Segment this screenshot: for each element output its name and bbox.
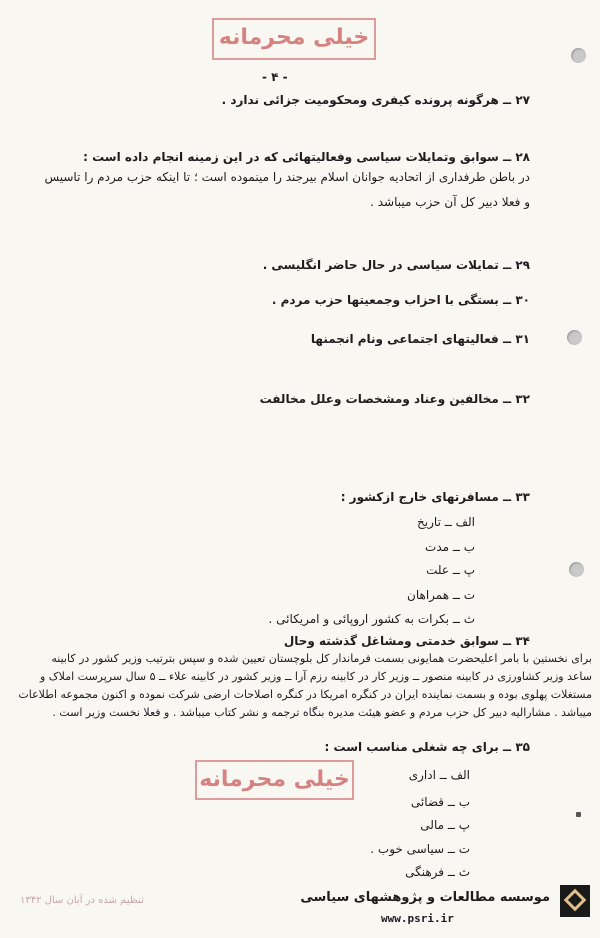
item-33-a: الف ــ تاریخ [417, 515, 475, 529]
item-28-text-2: و فعلا دبیر کل آن حزب میباشد . [370, 195, 530, 209]
punch-hole [567, 330, 582, 345]
item-27: ۲۷ ــ هرگونه پرونده کیفری ومحکومیت جزائی ندارد . [221, 93, 530, 107]
date-note: تنظیم شده در آبان سال ۱۳۴۲ [20, 895, 144, 906]
institute-name: موسسه مطالعات و پژوهشهای سیاسی [300, 890, 550, 905]
item-33-b: ب ــ مدت [425, 540, 475, 554]
item-28-text-1: در باطن طرفداری از اتحادیه جوانان اسلام بیرجند را مینموده است ؛ تا اینکه حزب مردم را تاسیس [44, 170, 530, 184]
item-30: ۳۰ ــ بستگی با احزاب وجمعیتها حزب مردم . [271, 293, 530, 307]
institute-url: www.psri.ir [381, 912, 454, 925]
item-31: ۳۱ ــ فعالیتهای اجتماعی ونام انجمنها [310, 332, 530, 346]
institute-logo-icon [560, 885, 590, 917]
item-35-heading: ۳۵ ــ برای چه شغلی مناسب است : [324, 740, 530, 754]
item-33-heading: ۳۳ ــ مسافرتهای خارج ازکشور : [340, 490, 530, 504]
page-number: - ۴ - [262, 70, 288, 84]
item-35-d: ت ــ سیاسی خوب . [370, 842, 470, 856]
margin-mark [576, 812, 581, 817]
item-34-text-1: برای نخستین با بامر اعلیحضرت همایونی بسمت فرماندار کل بلوچستان تعیین شده و سپس بترتیب وزیر کشور در کابینه [51, 652, 592, 665]
confidential-stamp-bottom: خیلی محرمانه [195, 760, 354, 800]
item-33-d: ت ــ همراهان [407, 588, 475, 602]
item-34-heading: ۳۴ ــ سوابق خدمتی ومشاغل گذشته وحال [283, 634, 530, 648]
item-35-e: ث ــ فرهنگی [405, 865, 470, 879]
item-33-e: ث ــ بکرات به کشور اروپائی و امریکائی . [268, 612, 475, 626]
item-35-a: الف ــ اداری [408, 768, 470, 782]
item-35-c: پ ــ مالی [420, 818, 470, 832]
item-28-heading: ۲۸ ــ سوابق وتمایلات سیاسی وفعالیتهائی که در این زمینه انجام داده است : [83, 150, 530, 164]
item-29: ۲۹ ــ تمایلات سیاسی در حال حاضر انگلیسی . [262, 258, 530, 272]
item-34-text-2: ساعد وزیر کشاورزی در کابینه منصور ــ وزیر کار در کابینه رزم آرا ــ وزیر کشور در کابینه علاء ــ ۵ سال سرپرست املاک و [39, 670, 592, 683]
punch-hole [571, 48, 586, 63]
confidential-stamp-top: خیلی محرمانه [212, 18, 376, 60]
item-35-b: ب ــ قضائی [410, 795, 470, 809]
punch-hole [569, 562, 584, 577]
item-34-text-4: میباشد . مشارالیه دبیر کل حزب مردم و عضو هیئت مدیره بنگاه ترجمه و نشر کتاب میباشد . و فعلا نخست وزیر است . [52, 706, 592, 719]
item-34-text-3: مستغلات پهلوی بوده و بسمت نماینده ایران در کنگره امریکا در کنگره اصلاحات ارضی شرکت نموده و اکنون مجموعه اطلاعات [18, 688, 592, 701]
item-33-c: پ ــ علت [426, 563, 475, 577]
item-32: ۳۲ ــ مخالفین وعناد ومشخصات وعلل مخالفت [259, 392, 530, 406]
